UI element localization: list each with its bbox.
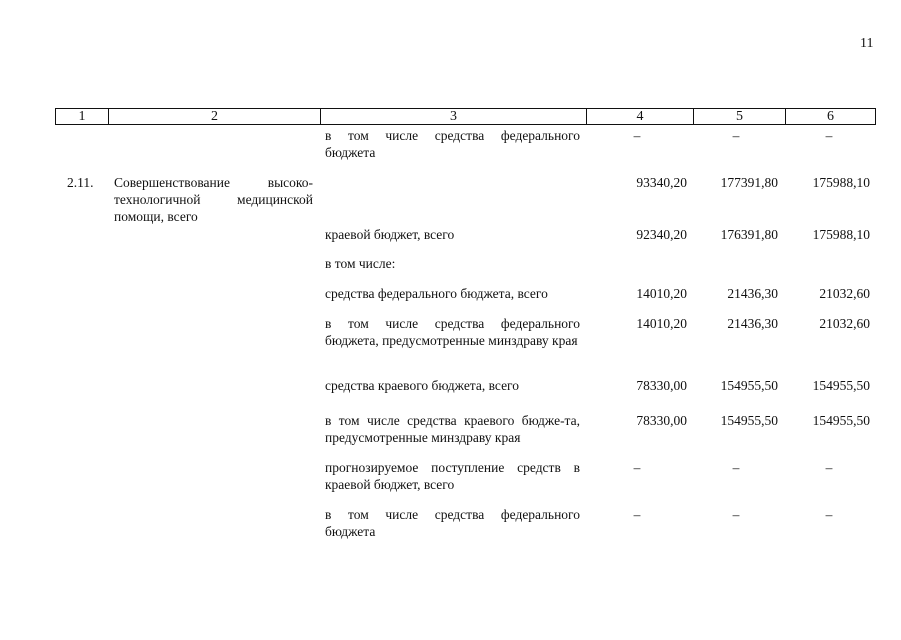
row-description: в том числе: xyxy=(325,256,396,271)
row-value-col5: 21436,30 xyxy=(727,286,778,301)
column-header-5: 5 xyxy=(694,109,786,124)
row-value-col4: 78330,00 xyxy=(636,413,687,428)
row-value-col5: – xyxy=(732,507,740,522)
row-value-col5: 176391,80 xyxy=(720,227,778,242)
row-value-col6: 154955,50 xyxy=(812,378,870,393)
row-description: в том числе средства федерального бюджета xyxy=(325,507,580,539)
row-value-col4: 78330,00 xyxy=(636,378,687,393)
row-value-col4: 14010,20 xyxy=(636,286,687,301)
row-description: средства краевого бюджета, всего xyxy=(325,378,520,393)
column-header-6: 6 xyxy=(827,109,834,124)
row-value-col5: 177391,80 xyxy=(720,175,778,190)
row-value-col6: – xyxy=(825,460,833,475)
row-value-col6: 21032,60 xyxy=(819,316,870,331)
row-value-col6: 154955,50 xyxy=(812,413,870,428)
row-value-col4: – xyxy=(633,460,641,475)
row-description: в том числе средства федерального бюджета xyxy=(325,128,580,160)
row-value-col5: 21436,30 xyxy=(727,316,778,331)
row-value-col4: – xyxy=(633,507,641,522)
page-number: 11 xyxy=(860,36,874,51)
column-header-2: 2 xyxy=(109,109,321,124)
column-header-4: 4 xyxy=(587,109,694,124)
row-value-col6: – xyxy=(825,507,833,522)
row-description: средства федерального бюджета, всего xyxy=(325,286,548,301)
row-value-col4: – xyxy=(633,128,641,143)
column-header-1: 1 xyxy=(56,109,109,124)
row-value-col5: 154955,50 xyxy=(720,378,778,393)
row-value-col6: 175988,10 xyxy=(812,227,870,242)
row-value-col5: – xyxy=(732,128,740,143)
row-value-col5: – xyxy=(732,460,740,475)
table-header-row xyxy=(55,108,876,125)
row-value-col6: 21032,60 xyxy=(819,286,870,301)
row-name: Совершенствование высоко-технологичной медицинской помощи, всего xyxy=(114,175,313,224)
row-value-col4: 92340,20 xyxy=(636,227,687,242)
row-value-col4: 93340,20 xyxy=(636,175,687,190)
row-value-col5: 154955,50 xyxy=(720,413,778,428)
row-description: в том числе средства федерального бюджета, предусмотренные минздраву края xyxy=(325,316,580,348)
row-value-col4: 14010,20 xyxy=(636,316,687,331)
row-value-col6: – xyxy=(825,128,833,143)
row-description: прогнозируемое поступление средств в краевой бюджет, всего xyxy=(325,460,580,492)
row-number: 2.11. xyxy=(67,175,94,190)
row-value-col6: 175988,10 xyxy=(812,175,870,190)
row-description: краевой бюджет, всего xyxy=(325,227,455,242)
column-header-3: 3 xyxy=(321,109,587,124)
row-description: в том числе средства краевого бюдже-та, предусмотренные минздраву края xyxy=(325,413,580,445)
